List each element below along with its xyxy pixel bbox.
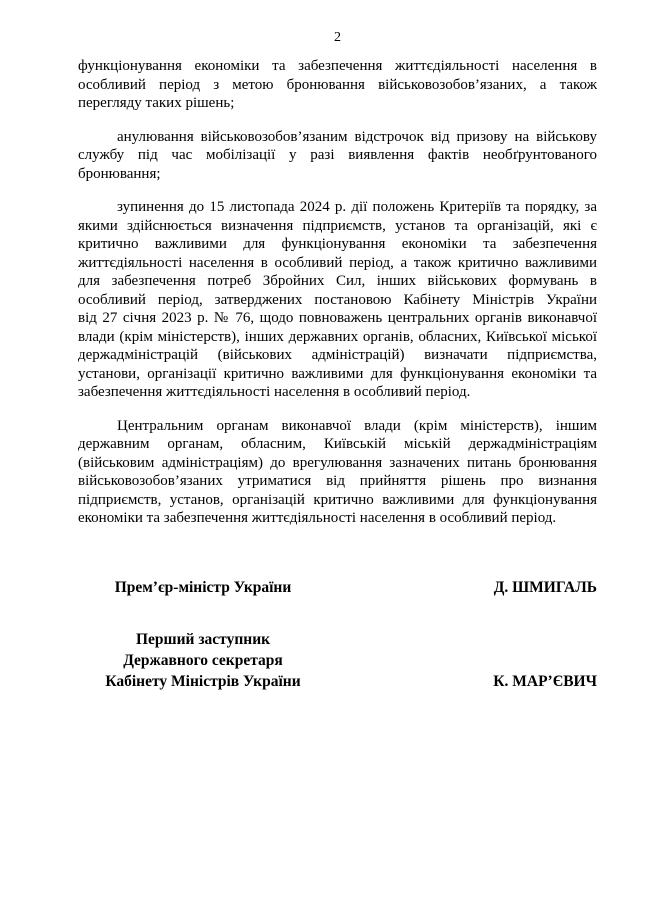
signatory-title — [78, 629, 328, 692]
text-line: установи, організації критично важливими для функціонування економіки та — [78, 365, 597, 382]
signatory-title-line: Кабінету Міністрів України — [105, 673, 301, 690]
text-line: для забезпечення потреб Збройних Сил, інших військових формувань в — [78, 273, 597, 289]
text-line: службу під час мобілізації у разі виявлення фактів необґрунтованого — [78, 147, 597, 163]
paragraph — [78, 198, 597, 402]
text-line: Центральним органам виконавчої влади (крім міністерств), іншим — [117, 417, 597, 434]
text-line: влади (крім міністерств), інших державних органів, обласних, Київської міської — [78, 328, 597, 345]
text-line: економіки та забезпечення життєдіяльності населення в особливий період. — [78, 510, 557, 526]
signatory-name: Д. ШМИГАЛЬ — [493, 579, 597, 596]
text-line: держадміністрацій (військових адміністрацій) визначати підприємства, — [78, 347, 597, 363]
text-line: від 27 січня 2023 р. № 76, щодо повноважень центральних органів виконавчої — [78, 310, 597, 326]
text-line: особливий період, затверджених постановою Кабінету Міністрів України — [78, 291, 597, 308]
paragraph — [78, 417, 597, 528]
signature-row — [78, 629, 597, 692]
signatory-title-line: Прем’єр-міністр України — [114, 579, 292, 596]
text-line: державним органам, обласним, Київській міській держадміністраціям — [78, 436, 597, 452]
text-line: зупинення до 15 листопада 2024 р. дії положень Критеріїв та порядку, за — [117, 199, 597, 215]
signatory-title-line: Державного секретаря — [123, 652, 283, 669]
document-body — [78, 57, 597, 543]
text-line: критично важливими для функціонування економіки та забезпечення — [78, 236, 597, 252]
signature-block — [78, 577, 597, 692]
text-line: життєдіяльності населення в особливий період, а також критично важливими — [78, 254, 597, 271]
paragraph — [78, 128, 597, 184]
page-number: 2 — [334, 30, 341, 45]
text-line: забезпечення життєдіяльності населення в особливий період. — [78, 384, 471, 400]
text-line: перегляду таких рішень; — [78, 95, 235, 111]
signatory-title-line: Перший заступник — [135, 631, 271, 648]
text-line: функціонування економіки та забезпечення життєдіяльності населення в — [78, 58, 597, 74]
text-line: бронювання; — [78, 165, 161, 182]
text-line: (військовим адміністраціям) до врегулювання зазначених питань бронювання — [78, 454, 597, 471]
text-line: військовозобов’язаних утриматися від прийняття рішень про визнання — [78, 473, 597, 489]
text-line: особливий період з метою бронювання військовозобов’язаних, а також — [78, 76, 597, 93]
text-line: підприємств, установ, організацій критично важливими для функціонування — [78, 491, 597, 508]
signature-row — [78, 577, 597, 598]
signatory-name: К. МАР’ЄВИЧ — [493, 673, 597, 690]
text-line: якими здійснюється визначення підприємств, установ та організацій, які є — [78, 217, 597, 234]
paragraph — [78, 57, 597, 113]
signatory-title — [78, 577, 328, 598]
text-line: анулювання військовозобов’язаним відстрочок від призову на військову — [117, 128, 597, 145]
